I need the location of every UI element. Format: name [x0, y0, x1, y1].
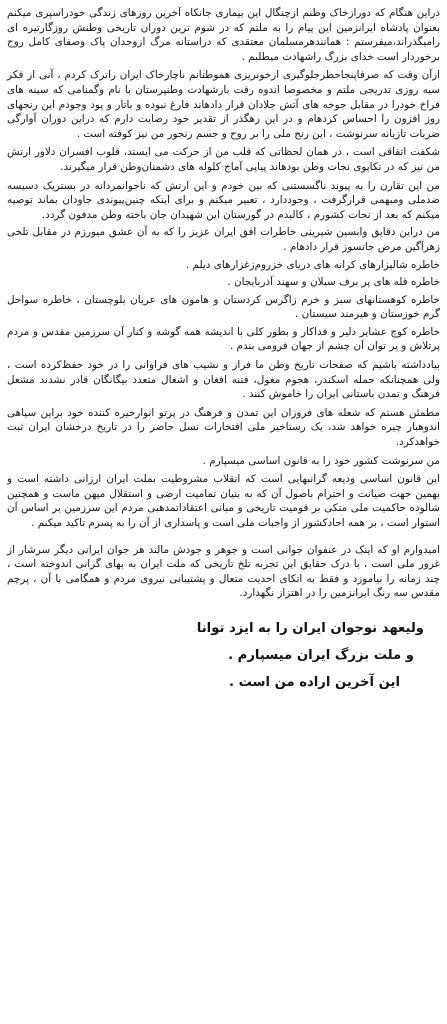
paragraph-exile: ازآن وقت که صرفاپنجاحطرجلوگیری ازخونریزی هموطنانم ناچارخاک ایران راترک کردم ، آنی از فکر سیه روزی تدریجی ملتم و مخصوصا اندوه رقت بارشهادت وطنپرستان با نام وگمنامی که سینه های فراخ خودرا در مقابل جوخه های آتش جلادان قرار دادهاند فارغ نبوده و باتار و پود وجودم این رنجهای روز افزون را احساس کردهام و در این رهگذر از تقدیر خود رضایت دارم که دراین دوران آوارگی ضربات تازیانه سرنوشت ، این رنج ملی را بر روح و جسم رنجور من نیز کوفته است .: [7, 69, 440, 140]
paragraph-crown-prince-hope: امیدوارم او که اینک در عنفوان جوانی است و جوهر و جودش مالند هر جوان ایرانی دیگر سرشار از غرور ملی است ، با درک حقایق این تجربه تلخ تاریخی که ملت ایران به بهای گرانی اندوخته است ، چند زمانه را بیاموزد و فقط به اتکای احدیت متعال و پشتیبانی نیروی مردم و همگامی با آن ، پرچم مقدس سه رنگ ایرانزمین را در اهتزاز نگهدارد.: [7, 543, 440, 600]
closing-line-1: ولیعهد نوجوان ایران را به ایزد توانا: [196, 620, 424, 636]
paragraph-memories-intro: من دراین دقایق وابسین شیرینی خاطرات افق ایران عزیز را که به آن عشق میورزم در مقابل تلخی زهرآگین مرض جانسوز قرار دادهام .: [7, 226, 440, 253]
paragraph-memory-nomads: خاطره کوچ عشایر دلیر و فداکار و بطور کلی با اندیشه همه گوشه و کنار آن سرزمین مقدس و مردم پرتلاش و پر توان آن چشم از جهان فرومی بندم .: [7, 325, 440, 353]
paragraph-memory-zagros: خاطره کوهستانهای سبز و خرم زاگرس کردستان و هامون های عریان بلوچستان ، خاطره سواحل گرم خوزستان و هیرمند سیستان .: [7, 293, 440, 321]
closing-statement: [7, 617, 440, 695]
closing-line-2: و ملت بزرگ ایران میسپارم .: [228, 647, 414, 663]
paragraph-constitution-entrust: من سرنوشت کشور خود را به قانون اساسی میسپارم .: [202, 454, 440, 467]
paragraph-message-opening: دراین هنگام که دورازخاک وطنم ازچنگال این بیماری جانکاه آخرین روزهای زندگی خودراسپری میکنم بعنوان پادشاه ایرانزمین این پیام را به ملتم که در شوم ترین دوران تاریخی وطنش روزگارتیره ای رامیگذراند،میفرستم : همانندهرمسلمان معتقدی که دراستانه مرگ ازوجدان پاک وصفای کامل روح برخوردار است خدای بزرگ راشهادت میطلبم .: [7, 7, 440, 63]
paragraph-memory-caspian: خاطره شالیزارهای کرانه های دریای خزروم‌زغزارهای دیلم .: [185, 258, 440, 271]
paragraph-memory-azerbaijan: خاطره قله های پر برف سبلان و سهند آذربایجان .: [227, 276, 440, 289]
paragraph-burial-wish: من این تقارن را به پیوند ناگسستنی که بین خودم و این ارتش که ناجوانمردانه در بستریک دسیسه ضدملی ومبهمی قرارگرفت ، وجوددارد ، تعبیر میکنم و برای اینکه چنین‌پیوندی جاودان بماند توصیه میکنم که بعد از نجات کشورم ، کالبدم در گورستان این شهیدان جان باخته وطن مدفون گردد.: [7, 179, 440, 221]
paragraph-confidence: مطمئن هستم که شعله های فروزان این تمدن و فرهنگ در پرتو انوارخیره کننده خود براین سیاهی اندوهبار چیره خواهد شد، یک رستاخیز ملی افتخارات نسل حاضر را در تاریخ درخشان ایران ثبت خواهدکرد.: [7, 406, 440, 449]
closing-line-3: این آخرین اراده من است .: [228, 674, 400, 690]
paragraph-constitution: این قانون اساسی ودیعه گرانبهایی است که انقلاب مشروطیت بملت ایران ارزانی داشته است و بهمین جهت صیانت و احترام باصول آن که به بنیان تمامیت ارضی و استقلال میهن ماست و همچنین شالوده حاکمیت ملی متکی بر قومیت تاریخی و مبانی اعتقاداتمدهبی مردم این سرزمین بر اساس آن استوار است ، بر همه احادکشور از واجبات ملی است و پاسداری از آن را به پسرم تاکید میکنم .: [7, 473, 440, 529]
paragraph-officers: شکفت اتفاقی است ، در همان لحظاتی که قلب من از حرکت می ایستد، قلوب افسران دلاور ارتش من نیز که در تکاپوی نجات وطن بودهاند پیاپی آماج کلوله های دشمنان‌وطن قرار میگیرند.: [7, 146, 440, 173]
paragraph-history: بیادداشته باشیم که صفحات تاریخ وطن ما فراز و نشیب های فراوانی را در خود حفظ‌کرده است ، ولی همچنانکه حمله اسکندر، هجوم مغول، فتنه افغان و اشغال متعدد بیگانگان قادر نشدند مشعل فرهنگ و تمدن باستانی ایران را خاموش کنند .: [7, 359, 440, 401]
